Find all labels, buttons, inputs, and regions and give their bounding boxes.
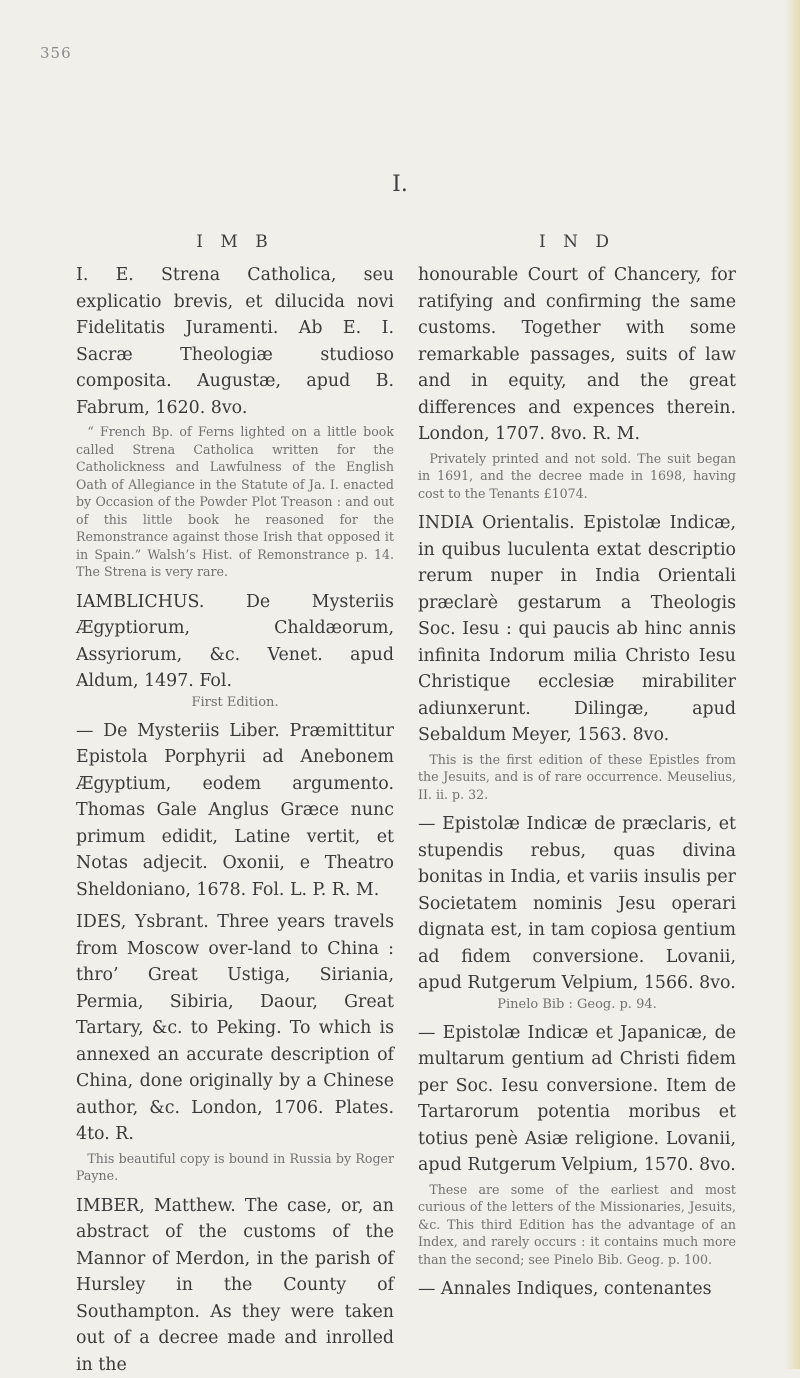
note-epistolae-japanicae: These are some of the earliest and most curious of the letters of the Missionaries, Jesuits, &c. This third Edition has the advantage of an Index, and rarely occurs : it contains much more than the second; see Pinelo Bib. Geog. p. 100.: [418, 1181, 736, 1269]
entry-annales-indiques: — Annales Indiques, contenantes: [418, 1276, 736, 1303]
page-number: 356: [40, 44, 72, 62]
entry-iamblichus: IAMBLICHUS. De Mysteriis Ægyptiorum, Chaldæorum, Assyriorum, &c. Venet. apud Aldum, 1497. Fol.: [76, 589, 394, 695]
note-ides: This beautiful copy is bound in Russia by Roger Payne.: [76, 1150, 394, 1185]
entry-epistolae-indicae: — Epistolæ Indicæ de præclaris, et stupendis rebus, quas divina bonitas in India, et variis insulis per Societatem nominis Jesu operari dignata est, in tam copiosa gentium ad fidem conversione. Lovanii, apud Rutgerum Velpium, 1566. 8vo.: [418, 811, 736, 997]
entry-imber: IMBER, Matthew. The case, or, an abstract of the customs of the Mannor of Merdon, in the parish of Hursley in the County of Southampton. As they were taken out of a decree made and inrolled in the: [76, 1193, 394, 1378]
entry-de-mysteriis: — De Mysteriis Liber. Præmittitur Epistola Porphyrii ad Anebonem Ægyptium, eodem argumento. Thomas Gale Anglus Græce nunc primum edidit, Latine vertit, et Notas adjecit. Oxonii, e Theatro Sheldoniano, 1678. Fol. L. P. R. M.: [76, 718, 394, 904]
entry-imber-continued: honourable Court of Chancery, for ratifying and confirming the same customs. Together with some remarkable passages, suits of law and in equity, and the great differences and expences therein. London, 1707. 8vo. R. M.: [418, 262, 736, 448]
right-column: [418, 232, 736, 1303]
entry-strena-catholica: I. E. Strena Catholica, seu explicatio brevis, et dilucida novi Fidelitatis Juramenti. Ab E. I. Sacræ Theologiæ studioso composita. Augustæ, apud B. Fabrum, 1620. 8vo.: [76, 262, 394, 421]
note-epistolae-indicae: Pinelo Bib : Geog. p. 94.: [418, 997, 736, 1012]
note-india-orientalis: This is the first edition of these Epistles from the Jesuits, and is of rare occurrence. Meuselius, II. ii. p. 32.: [418, 751, 736, 804]
entry-india-orientalis: INDIA Orientalis. Epistolæ Indicæ, in quibus luculenta extat descriptio rerum nuper in India Orientali præclarè gestarum a Theologis Soc. Iesu : qui paucis ab hinc annis infinita Indorum milia Christo Iesu Christique ecclesiæ mirabiliter adiunxerunt. Dilingæ, apud Sebaldum Meyer, 1563. 8vo.: [418, 510, 736, 749]
running-head-left: I M B: [76, 232, 394, 252]
page-edge-shadow: [784, 0, 800, 1369]
note-iamblichus: First Edition.: [76, 695, 394, 710]
entry-epistolae-japanicae: — Epistolæ Indicæ et Japanicæ, de multarum gentium ad Christi fidem per Soc. Iesu conversione. Item de Tartarorum potentia moribus et totius penè Asiæ religione. Lovanii, apud Rutgerum Velpium, 1570. 8vo.: [418, 1020, 736, 1179]
entry-ides: IDES, Ysbrant. Three years travels from Moscow over-land to China : thro’ Great Ustiga, Siriania, Permia, Sibiria, Daour, Great Tartary, &c. to Peking. To which is annexed an accurate description of China, done originally by a Chinese author, &c. London, 1706. Plates. 4to. R.: [76, 909, 394, 1148]
note-imber: Privately printed and not sold. The suit began in 1691, and the decree made in 1698, having cost to the Tenants £1074.: [418, 450, 736, 503]
note-strena-catholica: “ French Bp. of Ferns lighted on a little book called Strena Catholica written for the Catholickness and Lawfulness of the English Oath of Allegiance in the Statute of Ja. I. enacted by Occasion of the Powder Plot Treason : and out of this little book he reasoned for the Remonstrance against those Irish that opposed it in Spain.” Walsh’s Hist. of Remonstrance p. 14. The Strena is very rare.: [76, 423, 394, 581]
left-column: [76, 232, 394, 1378]
running-head-right: I N D: [418, 232, 736, 252]
section-letter: I.: [0, 172, 800, 197]
